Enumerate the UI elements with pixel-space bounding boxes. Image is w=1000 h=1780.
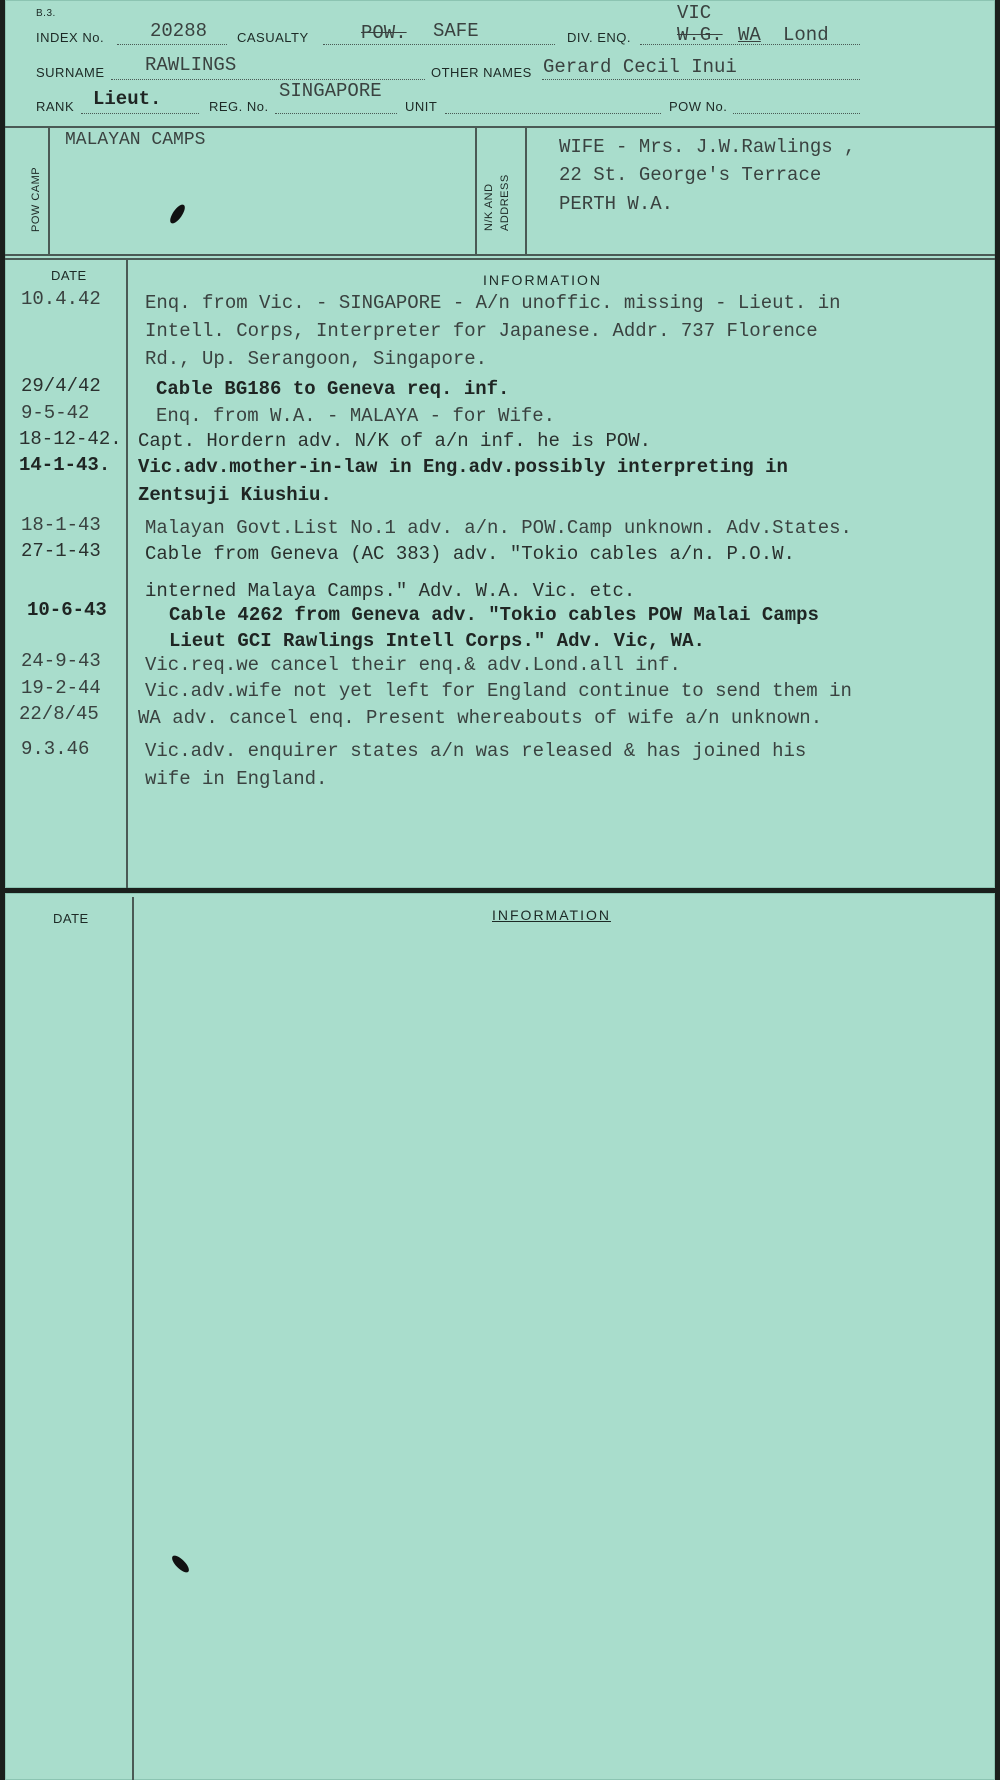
reg-no-label: REG. No. xyxy=(209,99,269,114)
pow-camp-value: MALAYAN CAMPS xyxy=(65,130,206,150)
entry-date: 18-12-42. xyxy=(19,428,122,450)
pow-camp-label: POW CAMP xyxy=(30,166,42,232)
entry-line: Cable BG186 to Geneva req. inf. xyxy=(156,378,510,400)
index-value: 20288 xyxy=(150,20,208,42)
form-code: B.3. xyxy=(36,8,56,19)
entry-line: Malayan Govt.List No.1 adv. a/n. POW.Camp unknown. Adv.States. xyxy=(145,517,852,539)
nk-address-line: WIFE - Mrs. J.W.Rawlings , xyxy=(559,136,856,158)
other-names-label: OTHER NAMES xyxy=(431,65,532,80)
entry-line: Vic.req.we cancel their enq.& adv.Lond.all inf. xyxy=(145,654,681,676)
entry-line: Vic.adv. enquirer states a/n was released & has joined his xyxy=(145,740,807,762)
entry-line: Vic.adv.mother-in-law in Eng.adv.possibly interpreting in xyxy=(138,456,788,478)
casualty-label: CASUALTY xyxy=(237,30,309,45)
casualty-value: SAFE xyxy=(433,20,479,42)
entry-date: 22/8/45 xyxy=(19,703,99,725)
entry-date: 9-5-42 xyxy=(21,402,90,424)
entry-date: 27-1-43 xyxy=(21,540,101,562)
card-front xyxy=(5,0,995,888)
entry-line: wife in England. xyxy=(145,768,328,790)
entry-line: Vic.adv.wife not yet left for England continue to send them in xyxy=(145,680,852,702)
entry-line: Intell. Corps, Interpreter for Japanese. Addr. 737 Florence xyxy=(145,320,818,342)
entry-date: 10.4.42 xyxy=(21,288,101,310)
entry-line: Cable 4262 from Geneva adv. "Tokio cables POW Malai Camps xyxy=(169,604,819,626)
entry-line: interned Malaya Camps." Adv. W.A. Vic. etc. xyxy=(145,580,636,602)
entry-date: 14-1-43. xyxy=(19,454,111,476)
rank-value: Lieut. xyxy=(93,88,162,110)
entry-date: 9.3.46 xyxy=(21,738,90,760)
casualty-struck: POW. xyxy=(361,22,407,44)
reg-no-value: SINGAPORE xyxy=(279,80,382,102)
ink-mark xyxy=(168,202,188,225)
ink-mark xyxy=(170,1553,192,1575)
rank-label: RANK xyxy=(36,99,75,114)
entry-line: Zentsuji Kiushiu. xyxy=(138,484,332,506)
date-header: DATE xyxy=(51,268,87,283)
entry-line: WA adv. cancel enq. Present whereabouts of wife a/n unknown. xyxy=(138,707,823,729)
entry-date: 24-9-43 xyxy=(21,650,101,672)
surname-value: RAWLINGS xyxy=(145,54,237,76)
nk-address-line: PERTH W.A. xyxy=(559,193,674,215)
div-enq-value: WA xyxy=(738,24,761,46)
card-back xyxy=(5,893,995,1780)
entry-line: Enq. from Vic. - SINGAPORE - A/n unoffic. missing - Lieut. in xyxy=(145,292,841,314)
info-header: INFORMATION xyxy=(483,272,602,288)
unit-label: UNIT xyxy=(405,99,438,114)
div-enq-top: VIC xyxy=(677,2,712,24)
index-label: INDEX No. xyxy=(36,30,105,45)
div-enq-label: DIV. ENQ. xyxy=(567,30,631,45)
nk-label-2: ADDRESS xyxy=(499,174,511,231)
entry-date: 19-2-44 xyxy=(21,677,101,699)
entry-date: 29/4/42 xyxy=(21,375,101,397)
entry-line: Lieut GCI Rawlings Intell Corps." Adv. Vic, WA. xyxy=(169,630,705,652)
pow-no-label: POW No. xyxy=(669,99,728,114)
entry-line: Enq. from W.A. - MALAYA - for Wife. xyxy=(156,405,556,427)
div-enq-struck: W.G. xyxy=(677,24,723,46)
date-header: DATE xyxy=(53,911,89,926)
entry-line: Capt. Hordern adv. N/K of a/n inf. he is POW. xyxy=(138,430,652,452)
entry-line: Cable from Geneva (AC 383) adv. "Tokio cables a/n. P.O.W. xyxy=(145,543,795,565)
entry-date: 10-6-43 xyxy=(27,599,107,621)
surname-label: SURNAME xyxy=(36,65,105,80)
nk-address-line: 22 St. George's Terrace xyxy=(559,164,822,186)
entry-line: Rd., Up. Serangoon, Singapore. xyxy=(145,348,488,370)
info-header: INFORMATION xyxy=(492,907,611,923)
entry-date: 18-1-43 xyxy=(21,514,101,536)
nk-label-1: N/K AND xyxy=(483,183,495,231)
div-enq-extra: Lond xyxy=(783,24,829,46)
other-names-value: Gerard Cecil Inui xyxy=(543,56,737,78)
